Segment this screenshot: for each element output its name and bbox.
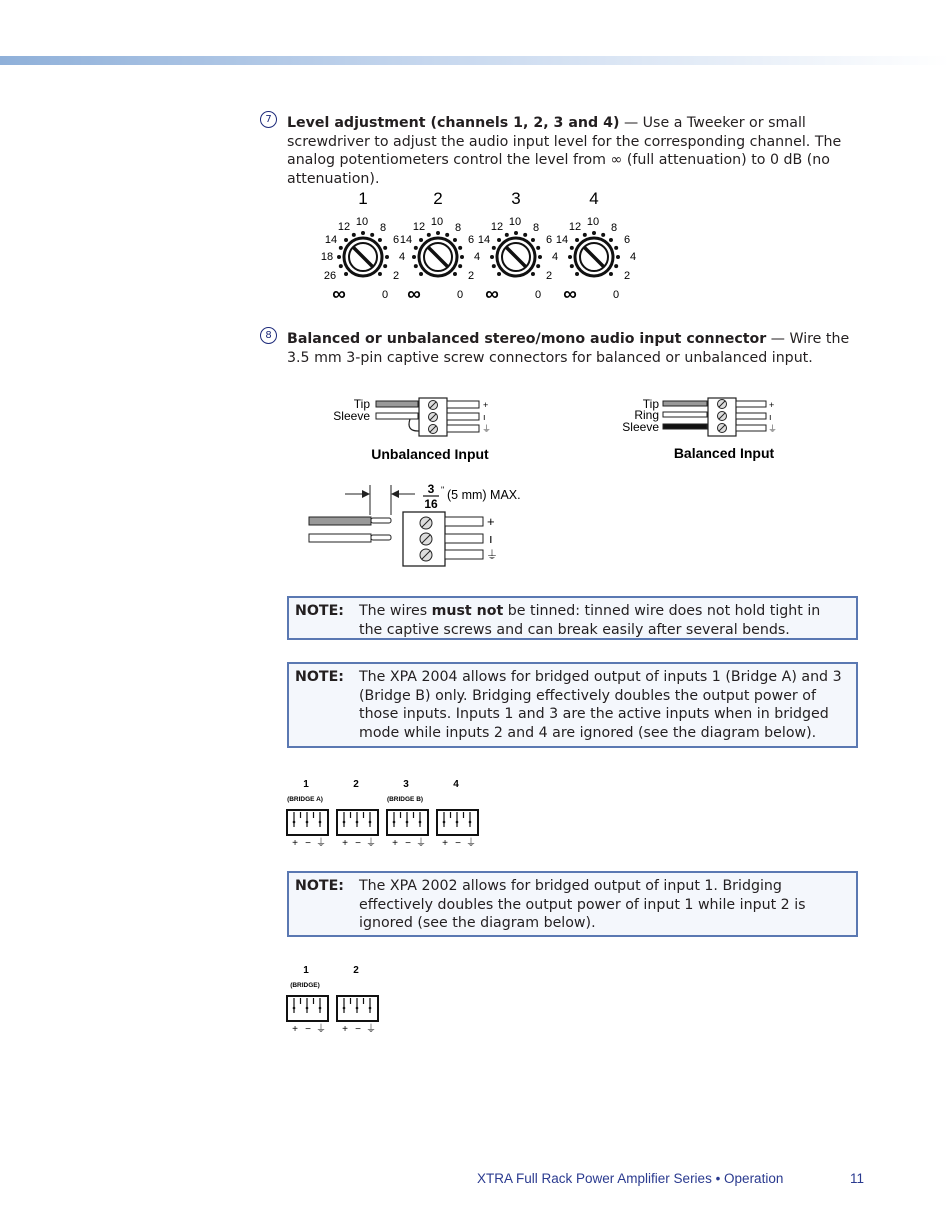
bridge-diagram-xpa2002 [280,961,400,1036]
scale-label: 12 [412,221,426,233]
scale-label: 6 [545,234,553,246]
note-text: The wires must not be tinned: tinned wire does not hold tight in the captive screws and can break easily after several bends. [359,603,821,638]
terminal-number: 1 [303,779,309,790]
svg-text:+: + [483,400,489,410]
terminal-sign: − [355,838,361,849]
terminal-block [419,398,491,436]
scale-label: 14 [399,234,413,246]
scale-label: 10 [508,216,522,228]
terminal-1 [287,965,328,1035]
unbalanced-wiring-diagram [330,393,505,468]
scale-label: 2 [467,270,475,282]
terminal-sign: + [392,838,398,849]
scale-label: 4 [398,251,406,263]
terminal-2 [337,965,378,1035]
svg-text:⏚: ⏚ [482,424,492,434]
scale-label: 0 [456,289,464,300]
balanced-caption: Balanced Input [673,445,775,461]
terminal-sign: ⏚ [316,1024,326,1035]
terminal-sign: ⏚ [366,1024,376,1035]
terminal-sign: + [292,1024,298,1035]
scale-label: 8 [532,222,540,234]
sleeve-label: Sleeve [333,409,370,423]
terminal-sign: + [442,838,448,849]
scale-label: 6 [467,234,475,246]
bridge-label: (BRIDGE B) [386,796,424,803]
terminal-sign: − [405,838,411,849]
item-title: Level adjustment (channels 1, 2, 3 and 4) [287,115,620,131]
scale-label: 12 [568,221,582,233]
terminal-2 [337,779,378,849]
audio-input-paragraph [287,330,862,367]
item-title: Balanced or unbalanced stereo/mono audio input connector [287,331,767,347]
scale-label: 6 [392,234,400,246]
scale-label: 0 [381,289,389,300]
item-text: — Use a Tweeker or small screwdriver to adjust the audio input level for the corresponding channel. The analog potentiometers control the level from ∞ (full attenuation) to 0 dB (no attenuation). [287,115,842,187]
item-text: — Wire the 3.5 mm 3-pin captive screw connectors for balanced or unbalanced input. [287,331,850,366]
scale-label: ∞ [407,284,421,300]
scale-label: 18 [320,251,334,263]
note-label: NOTE: [295,878,344,894]
svg-text:ı: ı [489,531,493,546]
terminal-number: 2 [353,965,359,976]
terminal-sign: − [305,838,311,849]
scale-label: 10 [430,216,444,228]
note-tinned-wires [287,596,858,640]
sleeve-label: Sleeve [622,420,659,434]
svg-text:⏚: ⏚ [768,424,778,434]
channel-number: 4 [589,189,599,208]
terminal-number: 2 [353,779,359,790]
note-text: The XPA 2002 allows for bridged output of input 1. Bridging effectively doubles the output power of input 1 while input 2 is ignored (see the diagram below). [359,878,806,931]
svg-text:+: + [769,400,775,410]
footer-title: XTRA Full Rack Power Amplifier Series • Operation [477,1171,784,1186]
balanced-wiring-diagram [615,393,790,468]
terminal-sign: + [342,1024,348,1035]
scale-label: 2 [545,270,553,282]
svg-text:ı: ı [769,412,772,422]
bridge-label: (BRIDGE A) [287,796,323,803]
wire-strip-diagram [305,480,545,572]
scale-label: 14 [324,234,338,246]
note-label: NOTE: [295,669,344,685]
scale-label: 26 [323,270,337,282]
terminal-sign: + [342,838,348,849]
bridge-label: (BRIDGE) [290,982,320,989]
terminal-3 [387,779,428,849]
svg-text:+: + [487,514,495,529]
terminal-sign: ⏚ [316,838,326,849]
level-adjustment-paragraph [287,114,862,188]
scale-label: 4 [551,251,559,263]
scale-label: 2 [392,270,400,282]
header-bar [0,56,950,65]
strip-length-text: (5 mm) MAX. [447,488,521,502]
terminal-number: 4 [453,779,459,790]
note-xpa2002 [287,871,858,937]
scale-label: 8 [454,222,462,234]
note-xpa2004 [287,662,858,748]
ring-label: Ring [634,408,659,422]
scale-label: ∞ [563,284,577,300]
potentiometer-diagram [315,185,645,300]
scale-label: 4 [629,251,637,263]
scale-label: 2 [623,270,631,282]
level-knob-3 [478,189,558,300]
level-knob-4 [556,189,636,300]
scale-label: 14 [477,234,491,246]
channel-number: 1 [358,189,368,208]
tip-label: Tip [642,397,659,411]
terminal-1 [287,779,328,849]
terminal-sign: − [455,838,461,849]
fraction-denominator: 16 [424,497,438,511]
terminal-sign: − [305,1024,311,1035]
svg-text:⏚: ⏚ [486,548,499,562]
terminal-sign: + [292,838,298,849]
terminal-sign: ⏚ [416,838,426,849]
scale-label: 6 [623,234,631,246]
tip-label: Tip [353,397,370,411]
scale-label: 0 [534,289,542,300]
channel-number: 3 [511,189,521,208]
scale-label: 0 [612,289,620,300]
terminal-sign: ⏚ [466,838,476,849]
level-knob-2 [400,189,480,300]
inch-mark: " [441,485,445,495]
channel-number: 2 [433,189,443,208]
terminal-4 [437,779,478,849]
scale-label: 10 [355,216,369,228]
bridge-diagram-xpa2004 [280,775,495,850]
scale-label: ∞ [485,284,499,300]
fraction-numerator: 3 [427,482,435,496]
terminal-number: 3 [403,779,409,790]
scale-label: ∞ [332,284,346,300]
scale-label: 10 [586,216,600,228]
scale-label: 12 [337,221,351,233]
svg-text:ı: ı [483,412,486,422]
scale-label: 8 [379,222,387,234]
scale-label: 12 [490,221,504,233]
note-label: NOTE: [295,603,344,619]
scale-label: 4 [473,251,481,263]
level-knob-1 [321,189,405,300]
scale-label: 8 [610,222,618,234]
item-number-8: 8 [260,327,277,344]
terminal-sign: − [355,1024,361,1035]
page-number: 11 [850,1171,865,1186]
unbalanced-caption: Unbalanced Input [371,446,489,462]
terminal-sign: ⏚ [366,838,376,849]
terminal-number: 1 [303,965,309,976]
note-text: The XPA 2004 allows for bridged output of inputs 1 (Bridge A) and 3 (Bridge B) only. Bridging effectively doubles the output power of those inputs. Inputs 1 and 3 are the active inputs when in bridged mode while inputs 2 and 4 are ignored (see the diagram below). [359,669,842,741]
scale-label: 14 [555,234,569,246]
item-number-7: 7 [260,111,277,128]
